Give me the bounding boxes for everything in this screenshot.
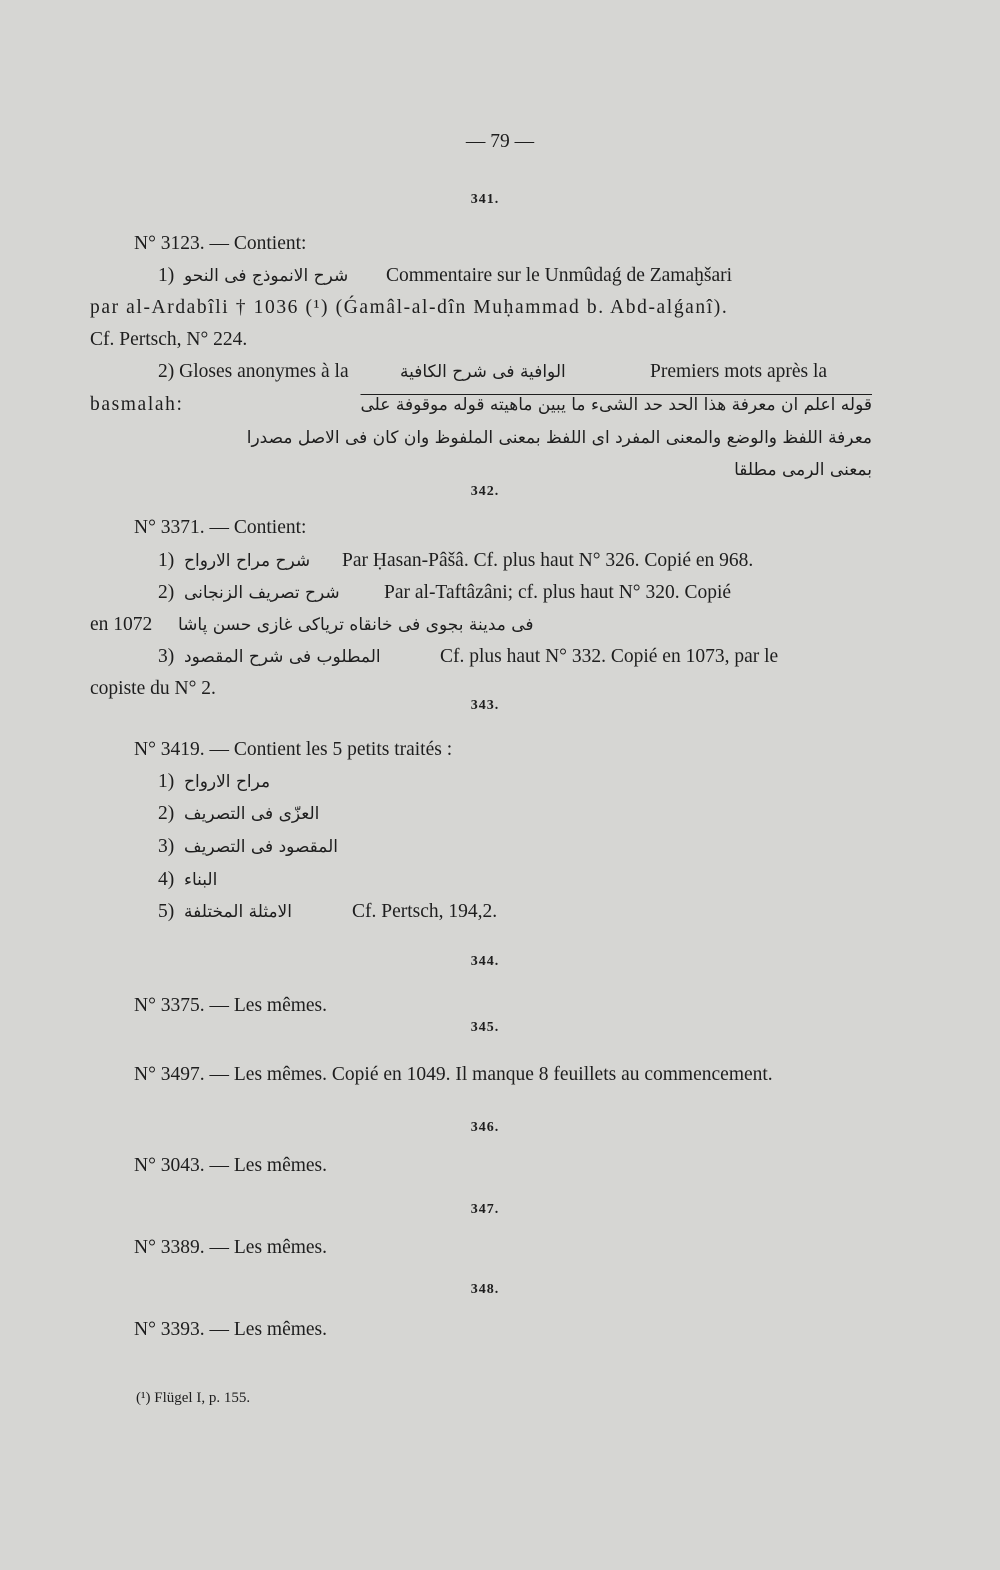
list-item-number: 5) (158, 901, 175, 922)
item-text-342-3b: copiste du N° 2. (90, 678, 216, 699)
list-item-arabic: العزّى فى التصريف (184, 804, 320, 824)
entry-347: N° 3389. — Les mêmes. (134, 1237, 328, 1258)
item-text-341-2b: Premiers mots après la (650, 361, 828, 382)
page-number: — 79 — (465, 131, 535, 152)
arabic-incipit-line-3: بمعنى الرمى مطلقا (734, 460, 872, 480)
item-text-341-2c: basmalah: (90, 394, 184, 415)
list-item-arabic: البناء (184, 870, 218, 890)
list-item-note: Cf. Pertsch, 194,2. (352, 901, 498, 922)
item-number-341-1: 1) (158, 265, 175, 286)
entry-348: N° 3393. — Les mêmes. (134, 1319, 328, 1340)
list-item-arabic: الامثلة المختلفة (184, 902, 292, 922)
entry-heading-341: N° 3123. — Contient: (134, 233, 307, 254)
arabic-title-341-1: شرح الانموذج فى النحو (184, 266, 349, 286)
section-number-343: 343. (470, 698, 500, 713)
item-text-341-1a: Commentaire sur le Unmûdaǵ de Zamaḫšari (386, 265, 733, 286)
item-number-342-2: 2) (158, 582, 175, 603)
arabic-incipit-line-2: معرفة اللفظ والوضع والمعنى المفرد اى اللفظ بمعنى الملفوظ وان كان فى الاصل مصدرا (246, 428, 872, 448)
item-text-341-1c: Cf. Pertsch, N° 224. (90, 329, 248, 350)
item-text-342-2b: en 1072 (90, 614, 153, 635)
entry-344: N° 3375. — Les mêmes. (134, 995, 328, 1016)
arabic-title-341-2: الوافية فى شرح الكافية (400, 362, 566, 382)
list-item-arabic: مراح الارواح (184, 772, 271, 792)
arabic-title-342-1: شرح مراح الارواح (184, 551, 311, 571)
entry-346: N° 3043. — Les mêmes. (134, 1155, 328, 1176)
item-text-342-2a: Par al-Taftâzâni; cf. plus haut N° 320. Copié (384, 582, 732, 603)
entry-heading-342: N° 3371. — Contient: (134, 517, 307, 538)
list-item-number: 1) (158, 771, 175, 792)
item-text-342-1: Par Ḥasan-Pâšâ. Cf. plus haut N° 326. Copié en 968. (342, 550, 754, 571)
footnote: (¹) Flügel I, p. 155. (136, 1390, 251, 1406)
section-number-345: 345. (470, 1020, 500, 1035)
section-number-342: 342. (470, 484, 500, 499)
section-number-341: 341. (470, 192, 500, 207)
entry-345: N° 3497. — Les mêmes. Copié en 1049. Il manque 8 feuillets au commencement. (134, 1064, 773, 1085)
list-item-number: 2) (158, 803, 175, 824)
item-text-341-2a: 2) Gloses anonymes à la (158, 361, 349, 382)
section-number-347: 347. (470, 1202, 500, 1217)
arabic-incipit-line-1: قوله اعلم ان معرفة هذا الحد حد الشىء ما يبين ماهيته قوله موقوفة على (360, 395, 872, 415)
list-item-arabic: المقصود فى التصريف (184, 837, 339, 857)
section-number-344: 344. (470, 954, 500, 969)
arabic-title-342-3: المطلوب فى شرح المقصود (184, 647, 381, 667)
list-item-number: 4) (158, 869, 175, 890)
item-text-342-3a: Cf. plus haut N° 332. Copié en 1073, par le (440, 646, 779, 667)
entry-heading-343: N° 3419. — Contient les 5 petits traités : (134, 739, 453, 760)
item-text-341-1b: par al-Ardabîli † 1036 (¹) (Ǵamâl-al-dîn Muḥammad b. Abd-alǵanî). (90, 297, 729, 318)
section-number-346: 346. (470, 1120, 500, 1135)
item-number-342-3: 3) (158, 646, 175, 667)
section-number-348: 348. (470, 1282, 500, 1297)
arabic-title-342-2: شرح تصريف الزنجانى (184, 583, 340, 603)
arabic-place-342-2: فى مدينة بجوى فى خانقاه ترياكى غازى حسن پاشا (178, 615, 534, 635)
list-item-number: 3) (158, 836, 175, 857)
item-number-342-1: 1) (158, 550, 175, 571)
